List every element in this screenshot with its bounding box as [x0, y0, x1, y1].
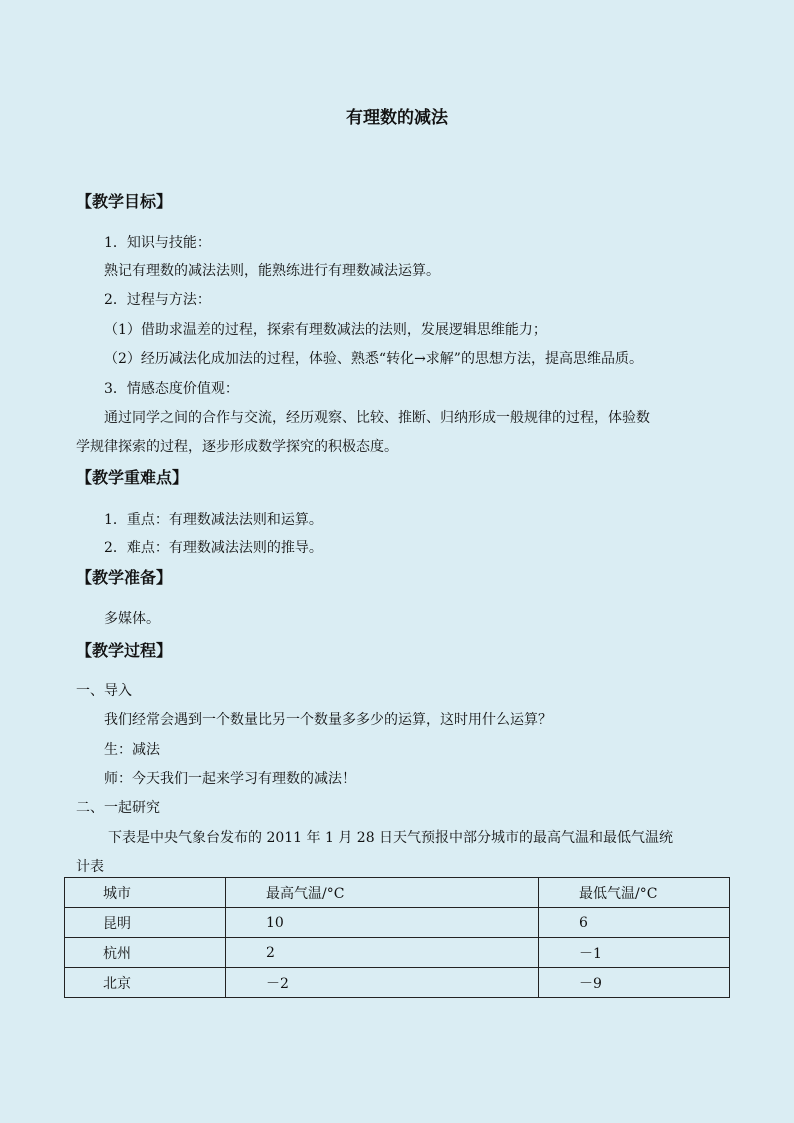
- table-row: [65, 968, 730, 998]
- table-cell: －9: [539, 968, 730, 998]
- process-line: 计表: [76, 859, 104, 875]
- temperature-table: [64, 877, 730, 998]
- goal-line: 通过同学之间的合作与交流，经历观察、比较、推断、归纳形成一般规律的过程，体验数: [104, 410, 650, 426]
- process-line: 一、导入: [76, 683, 132, 699]
- table-cell: 6: [539, 908, 730, 938]
- table-header-cell: 最低气温/°C: [539, 878, 730, 908]
- section-heading-key-points: 【教学重难点】: [76, 468, 189, 487]
- section-heading-preparation: 【教学准备】: [76, 568, 173, 587]
- page-title: 有理数的减法: [346, 108, 448, 128]
- goal-line: （1）借助求温差的过程，探索有理数减法的法则，发展逻辑思维能力；: [104, 322, 547, 338]
- table-header-row: [65, 878, 730, 908]
- process-line: 师：今天我们一起来学习有理数的减法！: [104, 771, 356, 787]
- goal-line: 2．过程与方法：: [104, 292, 211, 308]
- section-heading-process: 【教学过程】: [76, 641, 173, 660]
- key-point-line: 1．重点：有理数减法法则和运算。: [104, 512, 323, 528]
- key-point-line: 2．难点：有理数减法法则的推导。: [104, 540, 323, 556]
- goal-line: 熟记有理数的减法法则，能熟练进行有理数减法运算。: [104, 263, 440, 279]
- goal-line: 1．知识与技能：: [104, 235, 211, 251]
- process-line: 二、一起研究: [76, 800, 160, 816]
- table-row: [65, 908, 730, 938]
- process-line: 生：减法: [104, 742, 160, 758]
- section-heading-goals: 【教学目标】: [76, 192, 173, 211]
- table-cell: －2: [226, 968, 539, 998]
- table-header-cell: 城市: [65, 878, 226, 908]
- process-line: 我们经常会遇到一个数量比另一个数量多多少的运算，这时用什么运算？: [104, 712, 552, 728]
- table-row: [65, 938, 730, 968]
- goal-line: 3．情感态度价值观：: [104, 381, 239, 397]
- table-cell: 昆明: [65, 908, 226, 938]
- table-cell: 2: [226, 938, 539, 968]
- table-header-cell: 最高气温/°C: [226, 878, 539, 908]
- goal-line: （2）经历减法化成加法的过程，体验、熟悉“转化→求解”的思想方法，提高思维品质。: [104, 351, 643, 367]
- goal-line: 学规律探索的过程，逐步形成数学探究的积极态度。: [76, 439, 398, 455]
- table-cell: 北京: [65, 968, 226, 998]
- table-cell: 杭州: [65, 938, 226, 968]
- process-line: 下表是中央气象台发布的 2011 年 1 月 28 日天气预报中部分城市的最高气温和最低气温统: [108, 830, 674, 846]
- preparation-line: 多媒体。: [104, 611, 160, 627]
- table-cell: 10: [226, 908, 539, 938]
- table-cell: －1: [539, 938, 730, 968]
